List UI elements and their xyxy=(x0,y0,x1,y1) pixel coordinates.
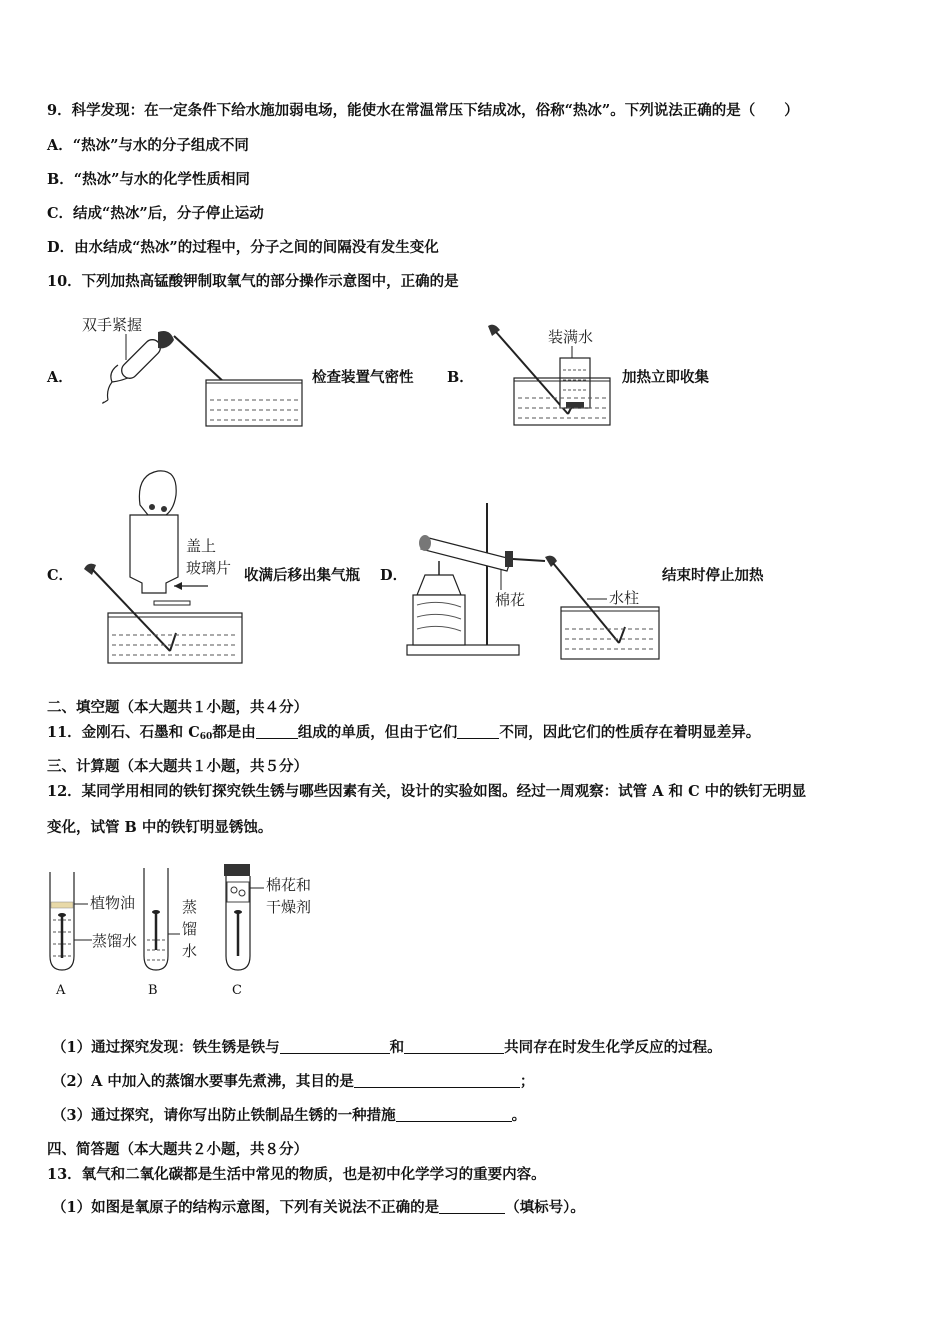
q12-s3-blank[interactable] xyxy=(396,1107,512,1122)
q10-option-d-letter: D． xyxy=(380,567,408,584)
tube-label-a: A xyxy=(56,983,66,998)
q9-option-d: D．由水结成“热冰”的过程中，分子之间的间隔没有发生变化 xyxy=(47,239,439,256)
q13-s1-blank[interactable] xyxy=(439,1199,505,1214)
tube-label-b: B xyxy=(148,983,158,998)
q10-option-a-caption: 检查装置气密性 xyxy=(312,369,414,386)
q11-part2: 都是由 xyxy=(212,724,256,741)
figure-label-water-column: 水柱 xyxy=(609,589,640,607)
q12-s3-a: （3）通过探究，请你写出防止铁制品生锈的一种措施 xyxy=(52,1107,396,1124)
figure-label-hands: 双手紧握 xyxy=(82,316,143,334)
figure-label-cover-2: 玻璃片 xyxy=(186,559,232,577)
q11-blank-1[interactable] xyxy=(256,724,298,739)
airtightness-check-figure xyxy=(78,310,308,435)
section-3-title: 三、计算题（本大题共１小题，共５分） xyxy=(47,758,308,775)
q10-option-d-caption: 结束时停止加热 xyxy=(662,567,764,584)
q9-option-c: C．结成“热冰”后，分子停止运动 xyxy=(47,205,264,222)
q12-s3-b: 。 xyxy=(511,1107,527,1124)
label-distilled-water-b-1: 蒸 xyxy=(182,898,198,916)
section-2-title: 二、填空题（本大题共１小题，共４分） xyxy=(47,699,308,716)
q10-option-b-letter: B． xyxy=(447,369,474,386)
q12-sub-2 xyxy=(52,1072,534,1092)
label-distilled-water-b-2: 馏 xyxy=(182,920,198,938)
label-cotton-desiccant-1: 棉花和 xyxy=(266,876,312,894)
q12-s2-b: ； xyxy=(519,1073,535,1090)
q11-blank-2[interactable] xyxy=(457,724,499,739)
remove-bottle-figure xyxy=(78,465,246,665)
q9-stem: 9．科学发现：在一定条件下给水施加弱电场，能使水在常温常压下结成冰，俗称“热冰”。下列说法正确的是（ ） xyxy=(47,102,799,119)
q12-line-1: 12．某同学用相同的铁钉探究铁生锈与哪些因素有关，设计的实验如图。经过一周观察：试管 A 和 C 中的铁钉无明显 xyxy=(47,783,807,800)
q12-s2-blank[interactable] xyxy=(354,1073,520,1088)
q13-s1-a: （1）如图是氧原子的结构示意图，下列有关说法不正确的是 xyxy=(52,1199,440,1216)
q12-s1-blank-1[interactable] xyxy=(280,1039,390,1054)
label-distilled-water-b-3: 水 xyxy=(182,942,198,960)
q9-option-b: B．“热冰”与水的化学性质相同 xyxy=(47,171,250,188)
q13-stem: 13．氧气和二氧化碳都是生活中常见的物质，也是初中化学学习的重要内容。 xyxy=(47,1166,546,1183)
q10-option-a-letter: A． xyxy=(47,369,73,386)
q13-sub-1 xyxy=(52,1198,585,1218)
q12-line-2: 变化，试管 B 中的铁钉明显锈蚀。 xyxy=(47,819,273,836)
stop-heating-figure xyxy=(405,495,663,665)
q12-s2-a: （2）A 中加入的蒸馏水要事先煮沸，其目的是 xyxy=(52,1073,354,1090)
heating-collect-figure xyxy=(480,320,620,430)
q10-option-b-caption: 加热立即收集 xyxy=(622,369,709,386)
q12-s1-b: 和 xyxy=(389,1039,405,1056)
q11-sub: 60 xyxy=(199,732,213,742)
q13-s1-b: （填标号）。 xyxy=(505,1199,585,1216)
q10-stem: 10．下列加热高锰酸钾制取氧气的部分操作示意图中，正确的是 xyxy=(47,273,459,290)
q11-part4: 不同，因此它们的性质存在着明显差异。 xyxy=(499,724,761,741)
q12-sub-1 xyxy=(52,1038,722,1058)
q11-part3: 组成的单质，但由于它们 xyxy=(297,724,458,741)
label-vegetable-oil: 植物油 xyxy=(90,894,136,912)
figure-label-cover-1: 盖上 xyxy=(186,537,217,555)
q12-s1-blank-2[interactable] xyxy=(404,1039,504,1054)
figure-label-cotton: 棉花 xyxy=(495,591,526,609)
q10-option-c-caption: 收满后移出集气瓶 xyxy=(244,567,360,584)
q12-s1-c: 共同存在时发生化学反应的过程。 xyxy=(504,1039,722,1056)
q11-part1: 11．金刚石、石墨和 C xyxy=(47,724,200,741)
q11-line xyxy=(47,723,760,747)
test-tubes-figure xyxy=(40,860,340,978)
figure-label-full-water: 装满水 xyxy=(548,328,594,346)
tube-label-c: C xyxy=(232,983,242,998)
label-distilled-water-a: 蒸馏水 xyxy=(92,932,138,950)
section-4-title: 四、简答题（本大题共２小题，共８分） xyxy=(47,1141,308,1158)
q12-sub-3 xyxy=(52,1106,526,1126)
q10-option-c-letter: C． xyxy=(47,567,74,584)
q12-s1-a: （1）通过探究发现：铁生锈是铁与 xyxy=(52,1039,280,1056)
q9-option-a: A．“热冰”与水的分子组成不同 xyxy=(47,137,249,154)
label-cotton-desiccant-2: 干燥剂 xyxy=(266,898,312,916)
